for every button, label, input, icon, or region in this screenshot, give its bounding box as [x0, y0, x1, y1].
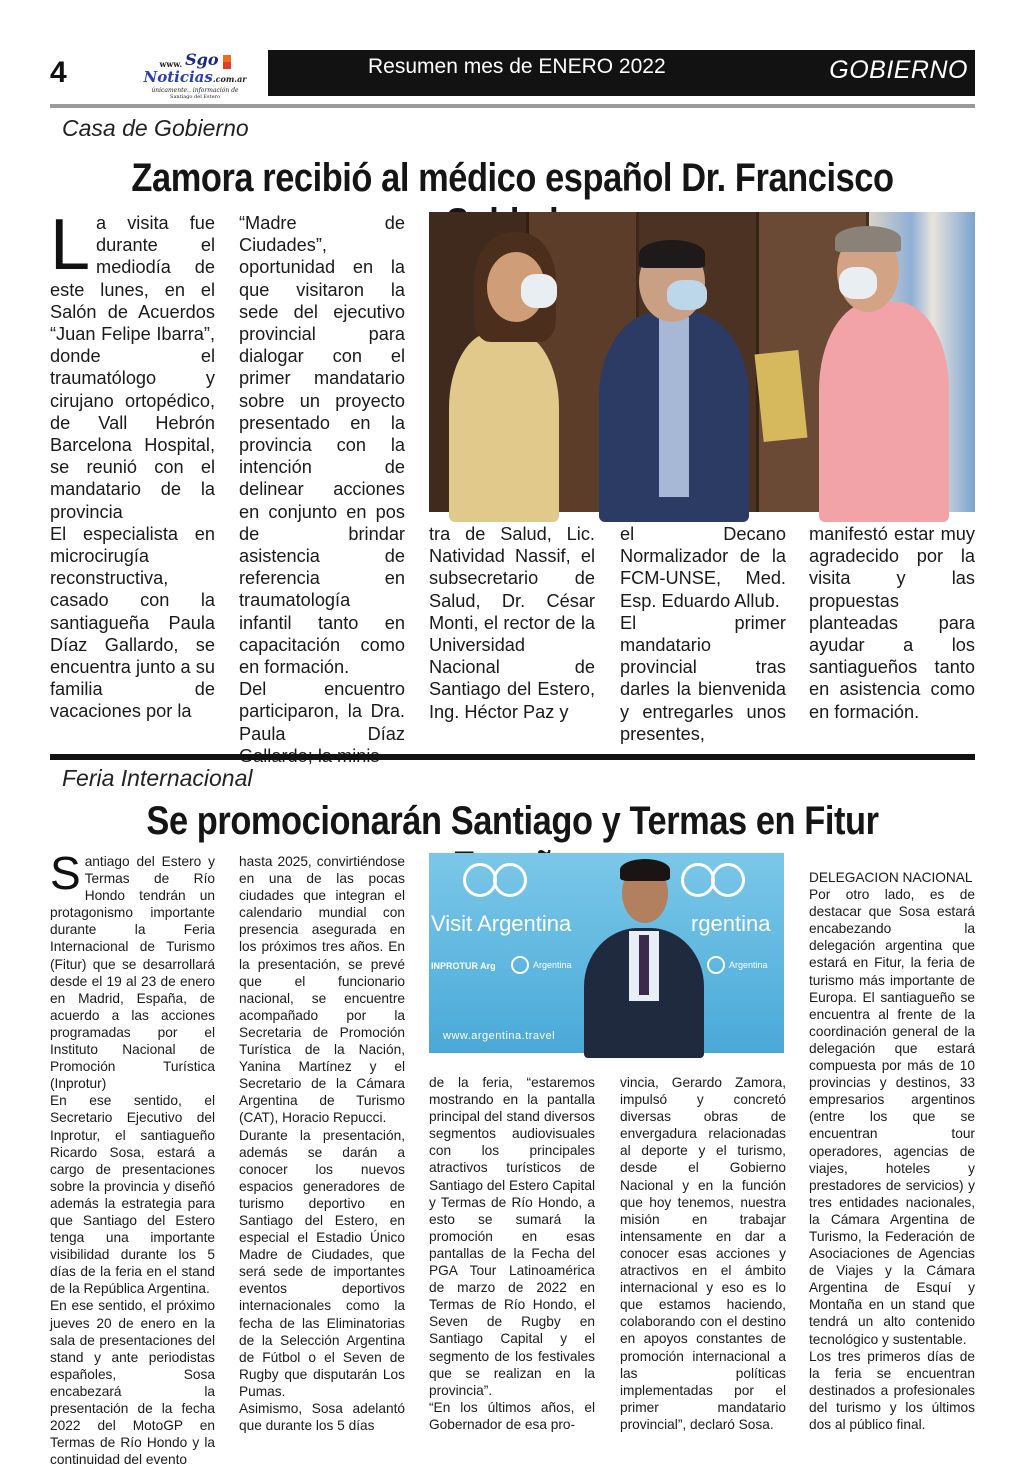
logo-flag-icon [223, 55, 231, 69]
article1-col3-paragraph: tra de Salud, Lic. Natividad Nassif, el subsecretario de Salud, Dr. César Monti, el rector de la Universidad Nacional de Santiago del Estero, Ing. Héctor Paz y [429, 524, 595, 722]
article2-col5-paragraph-1: Por otro lado, es de destacar que Sosa estará encabezando la delegación argentina que estará en Fitur, la feria de turismo más importante de Europa. El santiagueño se encuentra al frente de la coordinación general de la delegación que estará compuesta por más de 10 provincias y destinos, 33 empresarios argentinos (entre los que se encuentran tour operadores, agencias de viajes, hoteles y prestadores de servicios) y tres entidades nacionales, la Cámara Argentina de Turismo, la Federación de Asociaciones de Agencias de Viajes y la Cámara Argentina de Esquí y Montaña en un stand que tendrá un alto contenido tecnológico y sustentable. [809, 887, 975, 1347]
meeting-photo [429, 212, 975, 512]
article2-kicker: Feria Internacional [62, 765, 253, 791]
article2-col2-paragraph-3: Asimismo, Sosa adelantó que durante los 5 días [239, 1401, 405, 1434]
page-number: 4 [50, 56, 67, 89]
article2-col2-paragraph-2: Durante la presentación, además se darán a conocer los nuevos espacios generadores de turismo deportivo en Santiago del Estero, en especial el Estadio Único Madre de Ciudades, que será sede de importantes eventos deportivos internacionales como la fecha de las Eliminatorias de la Selección Argentina de Fútbol o el Seven de Rugby que disputarán Los Pumas. [239, 1127, 405, 1399]
article2-col1-paragraph-2: En ese sentido, el Secretario Ejecutivo del Inprotur, el santiagueño Ricardo Sosa, estará a cargo de presentaciones sobre la provincia y diseñó además la estrategia para que Santiago del Estero tenga una importante visibilidad durante los 5 días de la feria en el stand de la República Argentina. [50, 1093, 215, 1297]
logo-tagline-2: Santiago del Estero [170, 94, 220, 100]
article1-column-1 [50, 205, 215, 723]
section-divider [50, 754, 975, 760]
article2-column-2 [239, 853, 405, 1434]
article1-kicker: Casa de Gobierno [62, 115, 249, 141]
article1-col4-paragraph-1: el Decano Normalizador de la FCM-UNSE, Med. Esp. Eduardo Allub. [620, 524, 786, 611]
visit-argentina-photo [429, 853, 784, 1053]
article1-col1-lead: a visita fue durante el mediodía de este lunes, en el Salón de Acuerdos “Juan Felipe Ibarra”, donde el traumatólogo y cirujano ortopédico, de Vall Hebrón Barcelona Hospital, se reunió con el mandatario de la provincia [50, 213, 215, 522]
logo-tagline: únicamente.. información de [151, 87, 239, 94]
logo-sgo: Sgo [185, 50, 219, 69]
article2-dropcap: S [50, 847, 81, 899]
article1-col1-paragraph-2: El especialista en microcirugía reconstructiva, casado con la santiagueña Paula Díaz Gallardo, se encuentra junto a su familia de vacaciones por la [50, 523, 215, 722]
sgonoticias-logo [124, 50, 266, 100]
visit-argentina-logo-icon-4 [711, 863, 745, 897]
article1-col2-paragraph-2: Del encuentro participaron, la Dra. Paula Díaz [239, 679, 405, 744]
article1-headline: Zamora recibió al médico español Dr. Francisco [131, 156, 894, 200]
article2-col5-heading: DELEGACION NACIONAL [809, 870, 973, 885]
article1-column-4 [620, 523, 786, 745]
argentina-logo-icon-2 [707, 956, 725, 974]
article1-column-2 [239, 212, 405, 767]
article1-col4-paragraph-2: El primer mandatario provincial tras darles la bienvenida y entregarles unos presentes, [620, 612, 786, 744]
article2-col2-paragraph-1: hasta 2025, convirtiéndose en una de las pocas ciudades que integran el calendario mundial con presencia asegurada en los próximos tres años. En la presentación, se prevé que el funcionario nacional, se encuentre acompañado por la Secretaria de Promoción Turística de la Nación, Yanina Martínez y el Secretario de la Cámara Argentina de Turismo (CAT), Horacio Repucci. [239, 854, 405, 1126]
visit-argentina-logo-icon-2 [493, 863, 527, 897]
visit-argentina-logo-icon-3 [681, 863, 715, 897]
logo-www: www. [159, 59, 183, 69]
article1-col2-paragraph-1: “Madre de Ciudades”, oportunidad en la que visitaron la sede del ejecutivo provincial para dialogar con el primer mandatario sobre un proyecto presentado en la provincia con la intención de delinear acciones en conjunto en pos de brindar asistencia de referencia en traumatología infantil tanto en capacitación como en formación. [239, 213, 405, 678]
brand-right: rgentina [691, 911, 771, 936]
visit-argentina-logo-icon [463, 863, 497, 897]
brand-left: Visit Argentina [431, 911, 572, 936]
argentina-logo-icon [511, 956, 529, 974]
banner-title: Resumen mes de ENERO 2022 [368, 55, 666, 78]
article1-column-5 [809, 523, 975, 723]
article2-col5-paragraph-2: Los tres primeros días de la feria se encuentran destinados a profesionales del turismo y los últimos dos al público final. [809, 1348, 975, 1432]
section-title: GOBIERNO [829, 56, 968, 84]
article2-col3-paragraph-2: “En los últimos años, el Gobernador de esa pro- [429, 1399, 595, 1432]
article2-column-1 [50, 847, 215, 1468]
argentina-label-right: Argentina [729, 960, 768, 970]
article1-dropcap: L [50, 205, 91, 285]
article2-column-3 [429, 1074, 595, 1433]
article1-column-3 [429, 523, 595, 723]
article2-col1-paragraph-3: En ese sentido, el próximo jueves 20 de enero en la sala de presentaciones del stand y ante periodistas españoles, Sosa encabezará la presentación de la fecha 2022 del MotoGP en Termas de Río Hondo y la continuidad del evento [50, 1298, 215, 1468]
article2-col3-paragraph-1: de la feria, “estaremos mostrando en la pantalla principal del stand diversos segmentos audiovisuales con los principales atractivos turísticos de Santiago del Estero Capital y Termas de Río Hondo, a esto se sumará la promoción en esas pantallas de la Fecha del PGA Tour Latinoamérica de marzo de 2022 en Termas de Río Hondo, el Seven de Rugby en Santiago Capital y el segmento de los festivales que se realizan en la provincia”. [429, 1075, 595, 1398]
logo-tld: .com.ar [212, 74, 247, 84]
argentina-label-left: Argentina [533, 960, 572, 970]
article2-column-4 [620, 1074, 786, 1433]
article2-headline: Se promocionarán Santiago y Termas en Fitur [146, 799, 879, 843]
article2-column-5 [809, 869, 975, 1433]
inprotur-label: INPROTUR Arg [431, 961, 496, 971]
header-rule [50, 104, 975, 108]
article2-col4-paragraph: vincia, Gerardo Zamora, impulsó y concretó diversas obras de envergadura relacionadas al deporte y el turismo, desde el Gobierno Nacional y en la función que hoy tenemos, nuestra misión en trabajar intensamente en dar a conocer esas acciones y atractivos en el ámbito internacional y eso es lo que estamos haciendo, colaborando con el destino en apoyos constantes de promoción internacional a las políticas implementadas por el primer mandatario provincial”, declaró Sosa. [620, 1075, 786, 1432]
argentina-travel-url: www.argentina.travel [443, 1030, 556, 1042]
article2-col1-lead: antiago del Estero y Termas de Río Hondo tendrán un protagonismo importante durante la Feria Internacional de Turismo (Fitur) que se desarrollará desde el 19 al 23 de enero en Madrid, España, de acuerdo a las acciones programadas por el Instituto Nacional de Promoción Turística (Inprotur) [50, 854, 215, 1092]
logo-noticias: Noticias [143, 68, 213, 86]
article1-col5-paragraph: manifestó estar muy agradecido por la visita y las propuestas planteadas para ayudar a los santiagueños tanto en asistencia como en formación. [809, 524, 975, 722]
